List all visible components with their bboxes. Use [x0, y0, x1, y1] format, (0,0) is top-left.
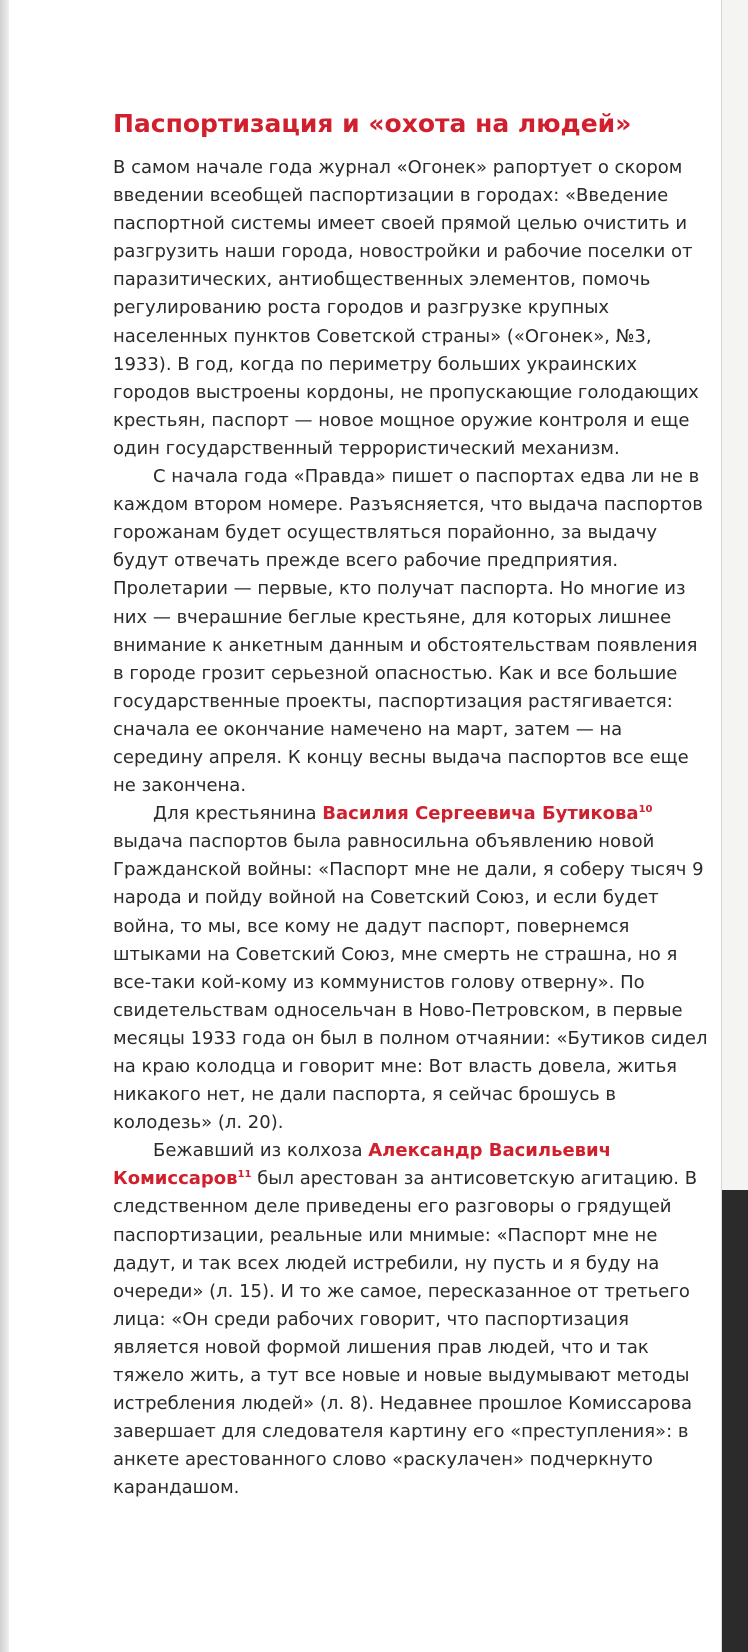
paragraph-4	[113, 1137, 713, 1502]
paragraph-4-lead: Бежавший из колхоза	[153, 1140, 369, 1162]
paragraph-1: В самом начале года журнал «Огонек» рапортует о скором введении всеобщей паспортизации в городах: «Введение паспортной системы имеет своей прямой целью очистить и разгрузить наши города, новостройки и рабочие поселки от паразитических, антиобщественных элементов, помочь регулированию роста городов и разгрузке крупных населенных пунктов Советской страны» («Огонек», №3, 1933). В год, когда по периметру больших украинских городов выстроены кордоны, не пропускающие голодающих крестьян, паспорт — новое мощное оружие контроля и еще один государственный террористический механизм.	[113, 157, 699, 459]
next-page-dark-block	[722, 1190, 748, 1652]
page-title: Паспортизация и «охота на людей»	[113, 109, 632, 138]
footnote-ref: 11	[237, 1169, 252, 1181]
paragraph-3-lead: Для крестьянина	[153, 803, 323, 825]
paragraph-3	[113, 800, 713, 1137]
next-page-edge	[721, 0, 748, 1652]
person-name-text: Александр Васильевич Комиссаров	[113, 1140, 612, 1190]
article	[113, 108, 713, 1503]
person-name-butikov	[322, 803, 652, 824]
paragraph-2: С начала года «Правда» пишет о паспортах едва ли не в каждом втором номере. Разъясняется, что выдача паспортов горожанам будет осуществляться порайонно, за выдачу будут отвечать прежде всего рабочие предприятия. Пролетарии — первые, кто получат паспорта. Но многие из них — вчерашние беглые крестьяне, для которых лишнее внимание к анкетным данным и обстоятельствам появления в городе грозит серьезной опасностью. Как и все большие государственные проекты, паспортизация растягивается: сначала ее окончание намечено на март, затем — на середину апреля. К концу весны выдача паспортов все еще не закончена.	[113, 466, 703, 797]
footnote-ref: 10	[638, 804, 653, 816]
paragraph-4-body: был арестован за антисоветскую агитацию. В следственном деле приведены его разговоры о грядущей паспортизации, реальные или мнимые: «Паспорт мне не дадут, и так всех людей истребили, ну пусть и я буду на очереди» (л. 15). И то же самое, пересказанное от третьего лица: «Он среди рабочих говорит, что паспортизация является новой формой лишения прав людей, что и так тяжело жить, а тут все новые и новые выдумывают методы истребления людей» (л. 8). Недавнее прошлое Комиссарова завершает для следователя картину его «преступления»: в анкете арестованного слово «раскулачен» подчеркнуто карандашом.	[113, 1168, 698, 1499]
page-binding-strip	[0, 0, 9, 1652]
person-name-text: Василия Сергеевича Бутикова	[322, 803, 639, 825]
paragraph-3-body: выдача паспортов была равносильна объявлению новой Гражданской войны: «Паспорт мне не дали, я соберу тысяч 9 народа и пойду войной на Советский Союз, и если будет война, то мы, все кому не дадут паспорт, повернемся штыками на Советский Союз, мне смерть не страшна, но я все-таки кой-кому из коммунистов голову отверну». По свидетельствам односельчан в Ново-Петровском, в первые месяцы 1933 года он был в полном отчаянии: «Бутиков сидел на краю колодца и говорит мне: Вот власть довела, житья никакого нет, не дали паспорта, я сейчас брошусь в колодезь» (л. 20).	[113, 831, 708, 1134]
